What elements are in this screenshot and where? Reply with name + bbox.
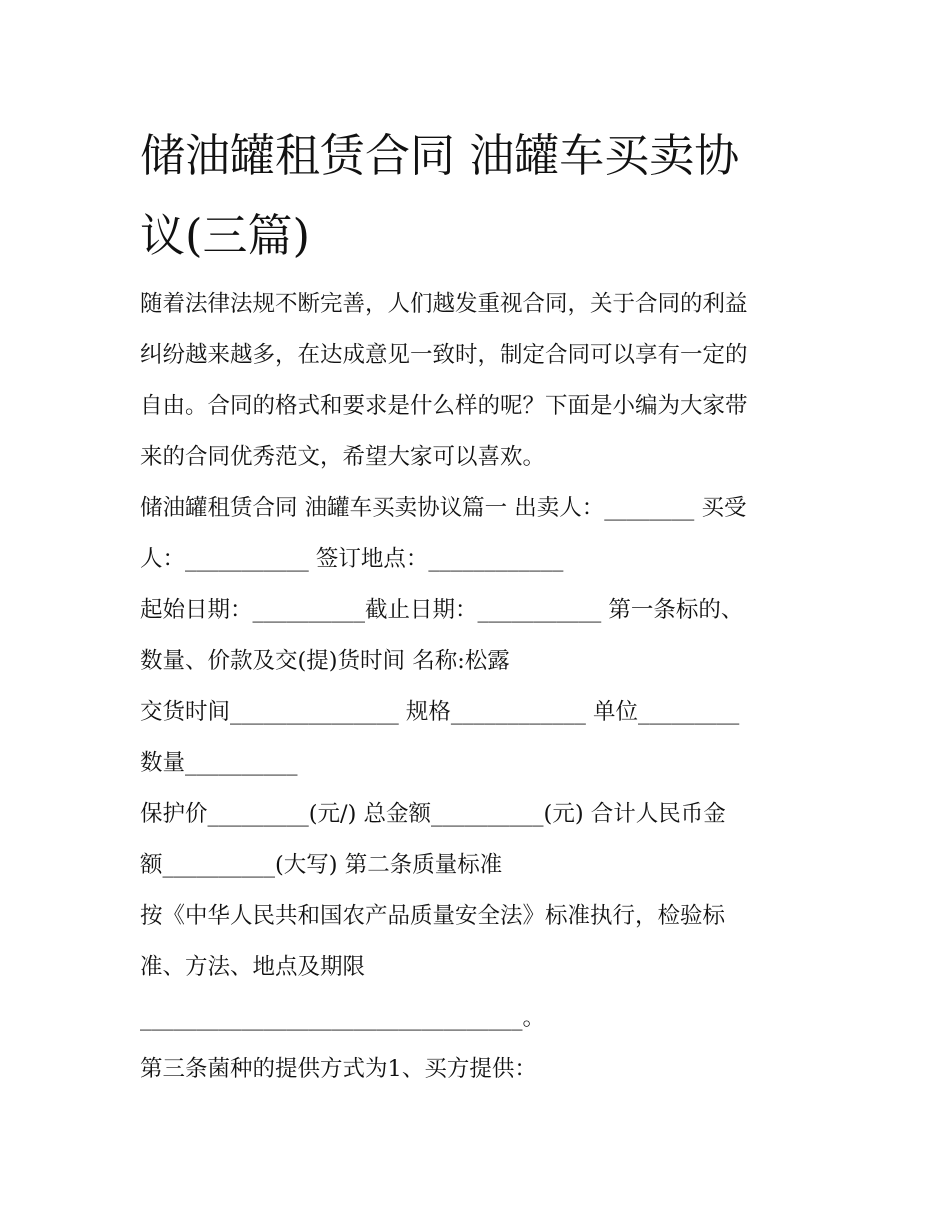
document-body xyxy=(140,279,830,1095)
body-line: 交货时间_______________ 规格____________ 单位_________ xyxy=(140,699,740,725)
body-line: 来的合同优秀范文，希望大家可以喜欢。 xyxy=(140,444,546,470)
body-line: 纠纷越来越多，在达成意见一致时，制定合同可以享有一定的 xyxy=(140,342,748,368)
body-line: 数量__________ xyxy=(140,750,298,776)
document-title xyxy=(140,116,820,276)
body-line: 保护价_________(元/) 总金额__________(元) 合计人民币金 xyxy=(140,801,726,827)
body-line: 额__________(大写) 第二条质量标准 xyxy=(140,852,503,878)
title-line-1: 储油罐租赁合同 油罐车买卖协 xyxy=(140,129,740,182)
body-line: 随着法律法规不断完善，人们越发重视合同，关于合同的利益 xyxy=(140,291,748,317)
body-line: 起始日期：__________截止日期：___________ 第一条标的、 xyxy=(140,597,744,623)
body-line: 自由。合同的格式和要求是什么样的呢？下面是小编为大家带 xyxy=(140,393,748,419)
body-line: 数量、价款及交(提)货时间 名称:松露 xyxy=(140,648,510,674)
body-line: 准、方法、地点及期限 xyxy=(140,954,366,980)
title-line-2: 议(三篇) xyxy=(140,209,311,262)
body-line: 按《中华人民共和国农产品质量安全法》标准执行，检验标 xyxy=(140,903,726,929)
body-line: 第三条菌种的提供方式为1、买方提供： xyxy=(140,1056,537,1082)
body-line: 储油罐租赁合同 油罐车买卖协议篇一 出卖人：________ 买受 xyxy=(140,495,747,521)
body-line: 人：___________ 签订地点：____________ xyxy=(140,546,564,572)
body-line: __________________________________。 xyxy=(140,1005,546,1031)
